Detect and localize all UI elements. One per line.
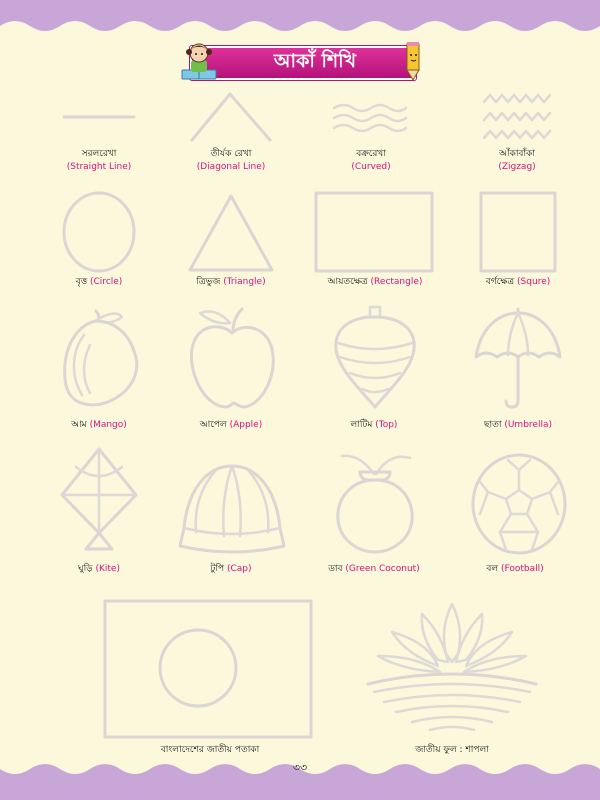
label-cap: টুপি (Cap) <box>210 564 252 574</box>
girl-reading-icon <box>176 38 222 84</box>
page-title: আকাঁ শিখি <box>273 50 357 72</box>
apple-drawing <box>186 303 278 411</box>
zigzag-lines-drawing <box>482 92 552 148</box>
square-drawing <box>478 190 558 274</box>
umbrella-drawing <box>472 305 564 411</box>
water-lily-drawing <box>362 598 542 744</box>
label-flag: বাংলাদেশের জাতীয় পতাকা <box>160 745 260 755</box>
label-football: বল (Football) <box>486 564 544 574</box>
straight-line-drawing <box>62 105 136 125</box>
curved-lines-drawing <box>332 100 408 136</box>
football-drawing <box>470 452 568 556</box>
label-kite: ঘুড়ি (Kite) <box>78 564 120 574</box>
label-rectangle: আয়তক্ষেত্র (Rectangle) <box>327 277 423 287</box>
label-water-lily: জাতীয় ফুল : শাপলা <box>415 745 489 755</box>
label-curved: বক্ররেখা (Curved) <box>351 149 391 172</box>
spinning-top-drawing <box>330 303 420 413</box>
label-apple: আপেল (Apple) <box>199 420 263 430</box>
label-top: লাটিম (Top) <box>350 420 398 430</box>
label-diagonal-line: তীর্যক রেখা (Diagonal Line) <box>196 149 266 172</box>
diagonal-line-drawing <box>188 90 274 144</box>
triangle-drawing <box>186 192 276 274</box>
label-straight-line: সরলরেখা (Straight Line) <box>66 149 132 172</box>
kite-drawing <box>56 445 142 555</box>
label-zigzag: আঁকাবাঁকা (Zigzag) <box>498 149 536 172</box>
cap-drawing <box>176 458 288 558</box>
label-umbrella: ছাতা (Umbrella) <box>484 420 552 430</box>
label-circle: বৃত্ত (Circle) <box>75 277 123 287</box>
rectangle-drawing <box>313 190 435 274</box>
label-mango: আম (Mango) <box>71 420 127 430</box>
coconut-drawing <box>330 444 420 556</box>
label-square: বর্গক্ষেত্র (Squre) <box>485 277 551 287</box>
pencil-icon <box>402 40 424 82</box>
label-triangle: ত্রিভুজ (Triangle) <box>196 277 266 287</box>
title-banner <box>182 42 418 80</box>
page-number: ৩৩ <box>292 761 308 774</box>
label-coconut: ডাব (Green Coconut) <box>328 564 420 574</box>
top-wave-border <box>0 0 600 40</box>
circle-drawing <box>60 190 138 274</box>
mango-drawing <box>56 305 142 411</box>
bangladesh-flag-drawing <box>102 598 314 740</box>
